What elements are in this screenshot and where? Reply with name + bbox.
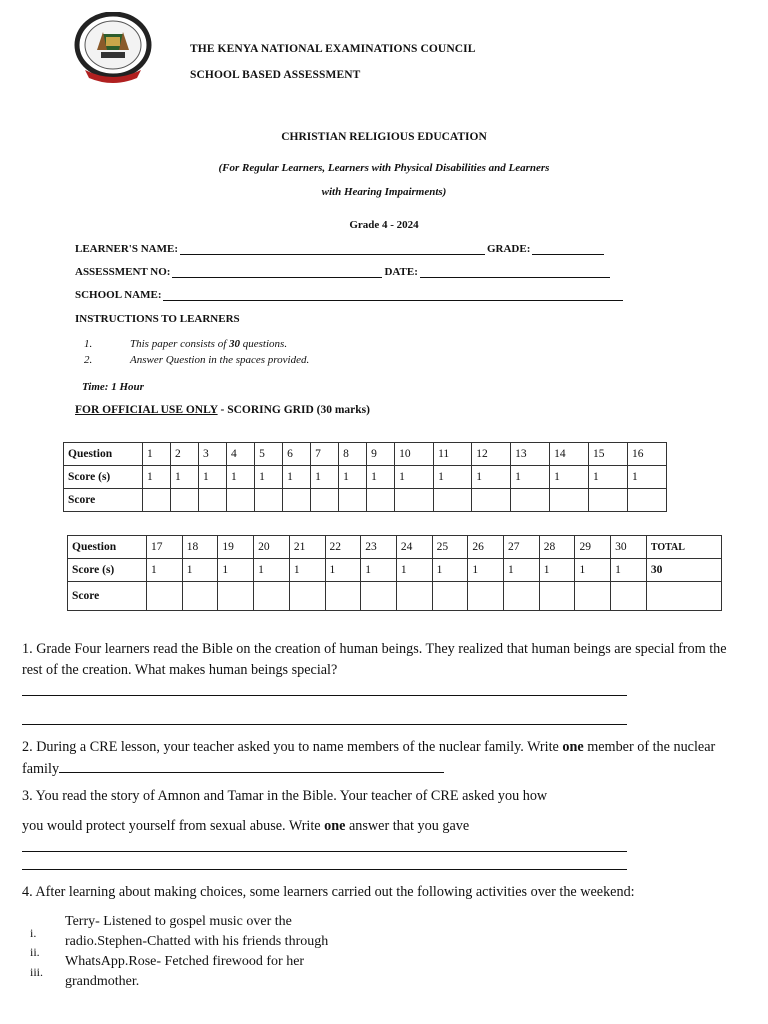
score-entry-cell[interactable] [339,489,367,512]
score-value-cell: 1 [218,559,254,582]
score-value-cell: 1 [283,466,311,489]
question-number-cell: 10 [395,443,434,466]
score-value-cell: 1 [143,466,171,489]
score-entry-cell[interactable] [255,489,283,512]
school-name-label: SCHOOL NAME: [75,289,162,301]
score-entry-cell[interactable] [199,489,227,512]
score-entry-cell[interactable] [550,489,589,512]
score-value-cell: 1 [367,466,395,489]
score-value-cell: 1 [147,559,183,582]
question-number-cell: 29 [575,536,611,559]
question-row [64,443,667,466]
score-value-cell: 1 [504,559,540,582]
score-entry-cell[interactable] [611,582,647,611]
instruction-1-bold: 30 [229,338,241,350]
question-3-text-end: answer that you gave [345,818,470,834]
row-label: Score (s) [64,466,143,489]
question-number-cell: 7 [311,443,339,466]
question-row [68,536,722,559]
question-number-cell: 16 [627,443,666,466]
question-2-text-end: member of the nuclear family [22,739,716,777]
score-entry-row [68,582,722,611]
learner-name-label: LEARNER'S NAME: [75,243,178,255]
answer-line-q3-a[interactable] [22,851,627,852]
scoring-table-2 [67,535,722,611]
grade-input[interactable] [532,244,604,255]
question-number-cell: 2 [171,443,199,466]
score-entry-cell[interactable] [627,489,666,512]
score-value-cell: 1 [339,466,367,489]
question-4: 4. After learning about making choices, some learners carried out the following activities over the weekend: [22,884,635,900]
assessment-type: SCHOOL BASED ASSESSMENT [190,69,361,81]
activity-line-2: radio.Stephen-Chatted with his friends through [65,934,329,949]
question-number-cell: 5 [255,443,283,466]
question-number-cell: 25 [432,536,468,559]
score-entry-cell[interactable] [396,582,432,611]
score-entry-cell[interactable] [171,489,199,512]
question-number-cell: 3 [199,443,227,466]
score-value-cell: 1 [395,466,434,489]
question-number-cell: 22 [325,536,361,559]
score-entry-cell[interactable] [311,489,339,512]
row-label: Score [64,489,143,512]
question-number-cell: 4 [227,443,255,466]
score-value-cell: 1 [627,466,666,489]
subject-title: CHRISTIAN RELIGIOUS EDUCATION [281,131,487,143]
question-number-cell: 6 [283,443,311,466]
score-entry-cell[interactable] [367,489,395,512]
learner-name-row [75,243,650,255]
activity-line-4: grandmother. [65,974,140,989]
learner-name-input[interactable] [180,244,485,255]
score-entry-cell[interactable] [434,489,472,512]
score-value-cell: 1 [361,559,397,582]
score-entry-cell[interactable] [472,489,511,512]
score-value-cell: 1 [611,559,647,582]
question-number-cell: 24 [396,536,432,559]
score-entry-cell[interactable] [147,582,183,611]
score-value-cell: 30 [646,559,721,582]
score-value-cell: 1 [539,559,575,582]
row-label: Question [64,443,143,466]
activity-line-1: Terry- Listened to gospel music over the [65,914,292,929]
question-number-cell: 20 [254,536,290,559]
time-allowed: Time: 1 Hour [82,381,144,393]
score-entry-row [64,489,667,512]
score-value-cell: 1 [575,559,611,582]
question-3-bold: one [324,818,346,834]
scoring-grid-title [75,404,370,416]
row-label: Score (s) [68,559,147,582]
score-entry-cell[interactable] [539,582,575,611]
score-value-cell: 1 [311,466,339,489]
score-value-cell: 1 [182,559,218,582]
audience-line-1: (For Regular Learners, Learners with Physical Disabilities and Learners [218,162,550,174]
score-entry-cell[interactable] [218,582,254,611]
question-2-text: 2. During a CRE lesson, your teacher asked you to name members of the nuclear family. Write [22,739,563,755]
row-label: Question [68,536,147,559]
school-name-input[interactable] [163,290,623,301]
score-entry-cell[interactable] [361,582,397,611]
score-value-cell: 1 [434,466,472,489]
grade-year: Grade 4 - 2024 [349,219,419,231]
assessment-no-label: ASSESSMENT NO: [75,266,171,278]
knec-seal-icon [73,12,153,84]
instructions-heading: INSTRUCTIONS TO LEARNERS [75,313,240,325]
score-entry-cell[interactable] [325,582,361,611]
grade-label: GRADE: [486,243,531,255]
instruction-2: Answer Question in the spaces provided. [130,354,310,366]
score-value-cell: 1 [289,559,325,582]
question-number-cell: 27 [504,536,540,559]
score-entry-cell[interactable] [468,582,504,611]
question-number-cell: 26 [468,536,504,559]
date-input[interactable] [420,267,610,278]
assessment-no-input[interactable] [172,267,382,278]
instruction-2-num: 2. [84,354,93,366]
question-number-cell: 15 [589,443,628,466]
score-value-cell: 1 [171,466,199,489]
question-number-cell: 28 [539,536,575,559]
list-numeral-i: i. [30,926,37,940]
instruction-1-text: This paper consists of [130,338,230,350]
instruction-1 [130,338,287,350]
score-value-cell: 1 [396,559,432,582]
question-3-text: you would protect yourself from sexual abuse. Write [22,818,325,834]
answer-line-q3-b[interactable] [22,869,627,870]
question-number-cell: 18 [182,536,218,559]
question-2-bold: one [562,739,584,755]
scoring-grid-label: - SCORING GRID (30 marks) [217,404,370,416]
question-number-cell: 8 [339,443,367,466]
question-3-line-2 [22,816,750,837]
score-value-cell: 1 [227,466,255,489]
question-number-cell: TOTAL [646,536,721,559]
score-entry-cell[interactable] [575,582,611,611]
score-entry-cell[interactable] [589,489,628,512]
question-number-cell: 9 [367,443,395,466]
answer-line-q1-a[interactable] [22,695,627,696]
council-name: THE KENYA NATIONAL EXAMINATIONS COUNCIL [190,43,476,55]
score-entry-cell[interactable] [254,582,290,611]
score-entry-cell[interactable] [143,489,171,512]
score-entry-cell[interactable] [646,582,721,611]
question-number-cell: 1 [143,443,171,466]
date-label: DATE: [384,266,418,278]
knec-logo [73,12,153,84]
score-entry-cell[interactable] [395,489,434,512]
score-value-cell: 1 [432,559,468,582]
list-numeral-ii: ii. [30,945,40,959]
score-value-row [64,466,667,489]
score-entry-cell[interactable] [504,582,540,611]
score-value-cell: 1 [325,559,361,582]
score-entry-cell[interactable] [227,489,255,512]
score-entry-cell[interactable] [289,582,325,611]
score-entry-cell[interactable] [182,582,218,611]
score-value-cell: 1 [472,466,511,489]
score-value-cell: 1 [254,559,290,582]
question-number-cell: 23 [361,536,397,559]
official-use-label: FOR OFFICIAL USE ONLY [75,404,218,416]
scoring-table-1 [63,442,667,512]
school-name-row [75,289,650,301]
score-value-cell: 1 [468,559,504,582]
score-value-cell: 1 [589,466,628,489]
score-value-row [68,559,722,582]
question-3-line-1: 3. You read the story of Amnon and Tamar in the Bible. Your teacher of CRE asked you how [22,788,548,804]
score-entry-cell[interactable] [511,489,550,512]
question-number-cell: 19 [218,536,254,559]
answer-line-q1-b[interactable] [22,724,627,725]
activity-line-3: WhatsApp.Rose- Fetched firewood for her [65,954,305,969]
list-numeral-iii: iii. [30,965,44,979]
question-number-cell: 11 [434,443,472,466]
question-1: 1. Grade Four learners read the Bible on the creation of human beings. They realized that human beings are special from the rest of the creation. What makes human beings special? [22,641,727,678]
instruction-1-num: 1. [84,338,93,350]
score-value-cell: 1 [199,466,227,489]
question-number-cell: 21 [289,536,325,559]
assessment-no-row [75,266,650,278]
score-value-cell: 1 [550,466,589,489]
score-entry-cell[interactable] [283,489,311,512]
score-entry-cell[interactable] [432,582,468,611]
answer-line-q2[interactable] [59,758,444,773]
question-number-cell: 14 [550,443,589,466]
question-2 [22,737,750,780]
question-number-cell: 13 [511,443,550,466]
row-label: Score [68,582,147,611]
audience-line-2: with Hearing Impairments) [321,186,447,198]
question-number-cell: 12 [472,443,511,466]
score-value-cell: 1 [255,466,283,489]
instruction-1-text-end: questions. [240,338,288,350]
score-value-cell: 1 [511,466,550,489]
question-number-cell: 17 [147,536,183,559]
question-number-cell: 30 [611,536,647,559]
